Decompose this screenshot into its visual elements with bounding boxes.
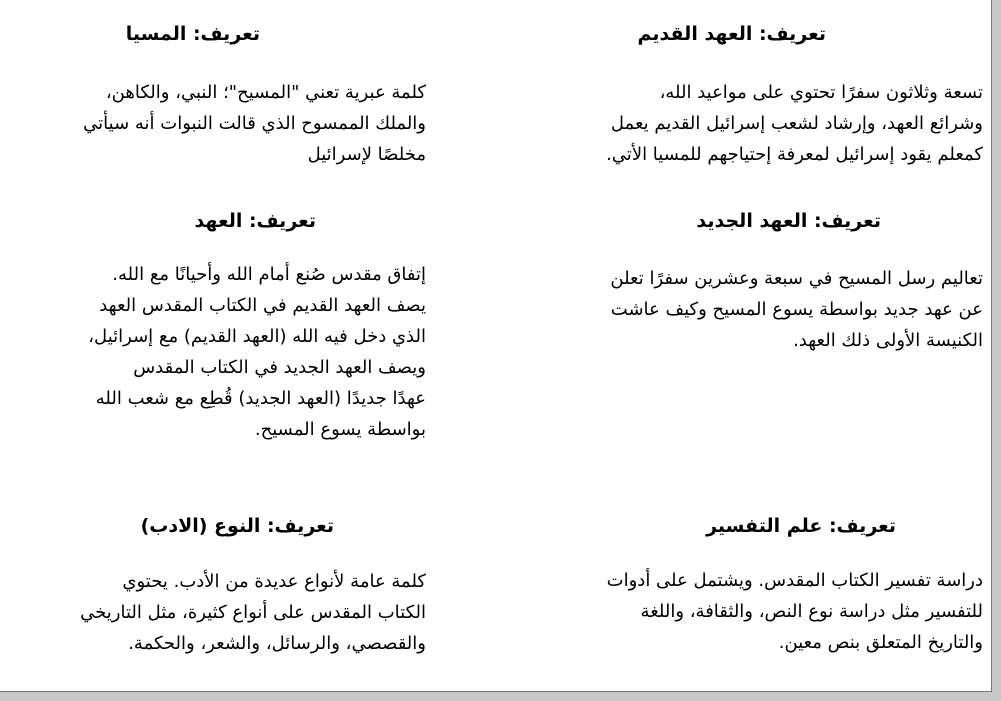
definition-title: تعريف: علم التفسير (706, 515, 896, 537)
frame-edge-right (992, 0, 1001, 701)
definition-title: تعريف: العهد القديم (637, 23, 826, 45)
definition-body: إتفاق مقدس صُنع أمام الله وأحيانًا مع الله. يصف العهد القديم في الكتاب المقدس العهد الذي دخل فيه الله (العهد القديم) مع إسرائيل، ويصف العهد الجديد في الكتاب المقدس عهدًا جديدًا (العهد الجديد) قُطِع مع شعب الله بواسطة يسوع المسيح. (88, 264, 426, 440)
definition-body: كلمة عبرية تعني "المسيح"؛ النبي، والكاهن، والملك الممسوح الذي قالت النبوات أنه سيأتي مخلصًا لإسرائيل (83, 82, 426, 165)
frame-edge-bottom (0, 692, 1001, 701)
definition-card-covenant (6, 209, 426, 489)
definition-body: تعاليم رسل المسيح في سبعة وعشرين سفرًا تعلن عن عهد جديد بواسطة يسوع المسيح وكيف عاشت الكنيسة الأولى ذلك العهد. (610, 268, 983, 351)
definition-body: دراسة تفسير الكتاب المقدس. ويشتمل على أدوات للتفسير مثل دراسة نوع النص، والثقافة، واللغة والتاريخ المتعلق بنص معين. (606, 570, 983, 653)
definition-body: كلمة عامة لأنواع عديدة من الأدب. يحتوي الكتاب المقدس على أنواع كثيرة، مثل التاريخي والقصصي، والرسائل، والشعر، والحكمة. (80, 571, 426, 654)
definition-title: تعريف: العهد (194, 210, 316, 232)
definition-card-genre (6, 514, 426, 684)
definition-title: تعريف: المسيا (125, 23, 260, 45)
definition-title: تعريف: العهد الجديد (696, 210, 881, 232)
definition-card-messiah (6, 22, 426, 192)
definition-card-hermeneutics (523, 514, 983, 684)
definition-card-new-testament (523, 209, 983, 379)
definition-title: تعريف: النوع (الادب) (140, 515, 334, 537)
definition-body: تسعة وثلاثون سفرًا تحتوي على مواعيد الله، وشرائع العهد، وإرشاد لشعب إسرائيل القديم يعمل كمعلم يقود إسرائيل لمعرفة إحتياجهم للمسيا الأتي. (606, 82, 983, 165)
definition-card-old-testament (523, 22, 983, 192)
